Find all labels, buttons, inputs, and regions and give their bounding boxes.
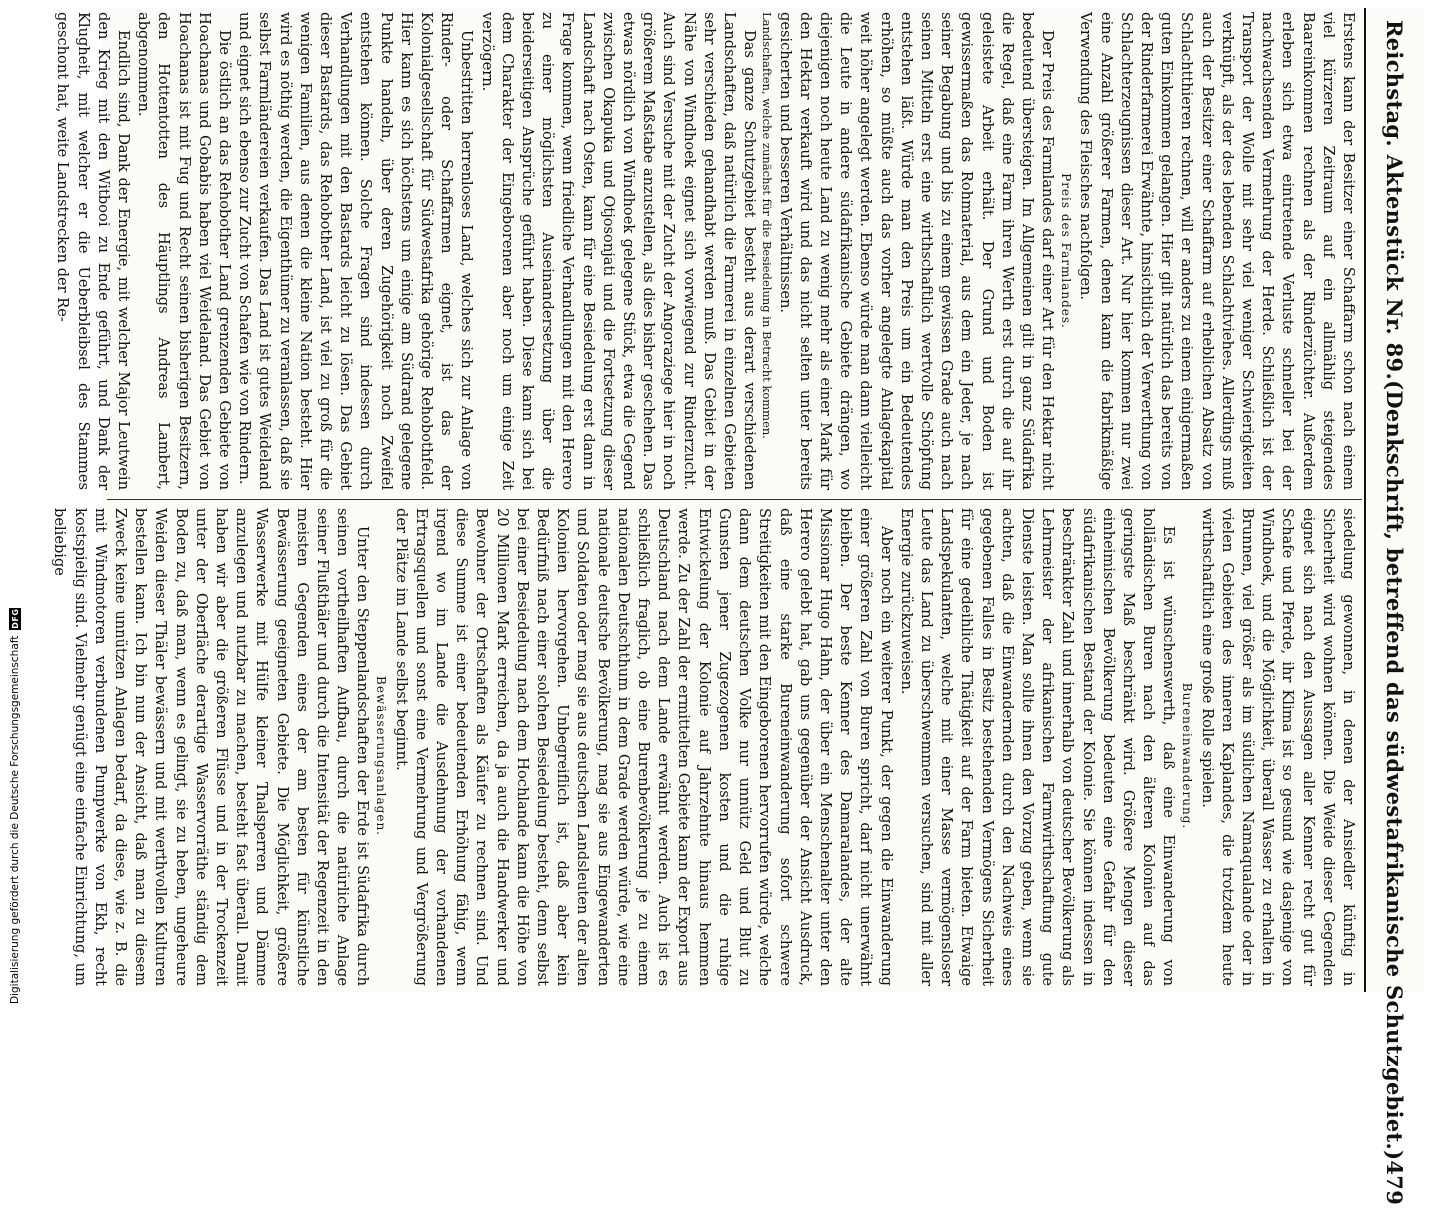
margin-note: Landschaften, welche zunächst für die Besiedelung in Betracht kommen. bbox=[760, 12, 775, 439]
credit-text: Digitalisierung gefördert durch die Deutsche Forschungsgemeinschaft bbox=[9, 635, 21, 1004]
running-head-right: (Denkschrift, betreffend das südwestafrikanische Schutzgebiet.) bbox=[1382, 380, 1408, 1161]
paragraph: Aber noch ein weiterer Punkt, der gegen die Einwanderung einer größeren Zahl von Buren spricht, darf nicht unerwähnt bleiben. Der beste Kenner des Damaralandes, der alte Missionar Hugo Hahn, der über ein Menschenalter unter den Herero gelebt hat, gab uns gegenüber der Ansicht Ausdruck, daß eine starke Bureneinwanderung sofort schwere Streitigkeiten mit den Eingeborenen hervorrufen würde, welche dann dem deutschen Volke nur unnütz Geld und Blut zu Gunsten jener Zugezogenen kosten und die ruhige Entwickelung der Kolonie auf Jahrzehnte hinaus hemmen werde. Zu der Zahl der ermittelten Gebiete kann der Export aus Deutschland nach dem Lande erwähnt werden. Auch ist es schließlich fraglich, ob eine Burenbevölkerung je zu einem nationalen Deutschthum in dem Grade werden würde, wie eine nationale deutsche Bevölkerung, mag sie aus Eingewanderten und Soldaten oder mag sie aus deutschen Landsleuten der alten Kolonien hervorgehen. Unbegreiflich ist, daß aber kein Bedürfniß nach einer solchen Besiedelung besteht, denn selbst bei einer Besiedelung nach dem Hochlande kann die Höhe von 20 Millionen Mark erreichen, da ja auch die Handwerker und Bewohner der Ortschaften als Käufer zu rechnen sind. Und diese Summe ist einer bedeutenden Erhöhung fähig, wenn irgend wo im Lande die Ausdehnung der vorhandenen Ertragsquellen und sonst eine Vermehrung und Vergrößerung der Plätze im Lande selbst beginnt. bbox=[392, 508, 895, 986]
paragraph: Die östlich an das Rehobother Land grenzenden Gebiete von Hoachanas und Gobabis haben viel Weideland. Das Gebiet von Hoachanas ist mit Fug und Recht seinen bisherigen Besitzern, den Hottentotten des Häuptlings Andreas Lambert, abgenommen. bbox=[135, 12, 234, 490]
paragraph: siedelung gewonnen, in denen der Ansiedler künftig in Sicherheit wird wohnen können. Die Weide dieser Gegenden eignet sich nach den Aussagen aller Kenner recht gut für Schafe und Pferde, ihr Klima ist so gesund wie dasjenige von Windhoek, und die Möglichkeit, überall Wasser zu erhalten in Brunnen, viel größer als im südlichen Namaqualande oder in vielen Gebieten des inneren Kaplandes, die trotzdem heute wirthschaftlich eine große Rolle spielen. bbox=[1198, 508, 1357, 986]
page-number: 479 bbox=[1382, 1160, 1408, 1206]
paragraph: Es ist wünschenswerth, daß eine Einwanderung von holländischen Buren nach den älteren Kolonien auf das geringste Maß beschränkt wird. Größere Mengen dieser einheimischen Bevölkerung bedeuten eine Gefahr für den südafrikanischen Bestand der Kolonie. Sie können indessen in beschränkter Zahl und innerhalb von deutscher Bevölkerung als Lehrmeister der afrikanischen Farmwirthschaftung gute Dienste leisten. Man sollte ihnen den Vorzug geben, wenn sie achten, daß die Einwandernden durch den Nachweis eines gegebenen Falles in Besitz bestehenden Vermögens Sicherheit für eine gedeihliche Thätigkeit auf der Farm bieten. Etwaige Landspekulanten, welche mit einer Masse vermögensloser Leute das Land zu überschwemmen versuchen, sind mit aller Energie zurückzuweisen. bbox=[897, 508, 1178, 987]
section-heading: Bureneinwanderung. bbox=[1180, 682, 1195, 830]
running-head-left: Reichstag. Aktenstück Nr. 89. bbox=[1382, 20, 1408, 381]
paragraph: Unter den Steppenlandschaften der Erde ist Südafrika durch seinen vortheilhaften Aufbau, durch die natürliche Anlage seiner Flußthäler und durch die Intensität der Regenzeit in den meisten Gegenden eines der am besten für künstliche Bewässerung geeigneten Gebiete. Die Möglichkeit, größere Wasserwerke mit Hülfe kleiner Thalsperren und Dämme anzulegen und nutzbar zu machen, besteht fast überall. Damit haben wir aber die größeren Flüsse und in der Trockenzeit unter der Oberfläche derartige Wasservorräthe ständig dem Boden zu, daß man, wenn es gelingt, sie zu heben, ungeheure Weiden dieser Thäler bewässern und mit werthvollen Kulturen bestellen kann. Ich bin nun der Ansicht, daß man zu diesem Zweck keine unnützen Anlagen bedarf, da diese, wie z. B. die mit Windmotoren verbundenen Pumpwerke von Ekh, recht kostspielig sind. Vielmehr genügt eine einfache Einrichtung, um beliebige bbox=[51, 508, 372, 986]
text-column-right bbox=[51, 508, 1358, 987]
paragraph: Der Preis des Farmlandes darf einer Art für den Hektar nicht bedeutend übersteigen. Im Allgemeinen gilt in ganz Südafrika die Regel, daß eine Farm ihren Werth erst durch die auf ihr geleistete Arbeit erhält. Der Grund und Boden ist gewissermaßen das Rohmaterial, aus dem ein Jeder, je nach seiner Begabung und bis zu einem gewissen Grade auch nach seinen Mitteln erst eine wirthschaftlich wertvolle Schöpfung entstehen läßt. Würde man den Preis um ein Bedeutendes erhöhen, so müßte auch das vorher angelegte Anlagekapital weit höher angelegt werden. Ebenso würde man dann vielleicht die Leute in andere südafrikanische Gebiete drängen, wo diejenigen noch heute Land zu wenig mehr als einer Mark für den Hektar verkauft wird und das nicht selten unter bereits gesicherten und besseren Verhältnissen. bbox=[776, 12, 1057, 490]
margin-note: Preis des Farmlandes. bbox=[1059, 173, 1074, 329]
dfg-logo: DFG bbox=[10, 608, 20, 629]
column-divider bbox=[107, 499, 1362, 500]
section-heading: Bewässerungsanlagen. bbox=[374, 676, 389, 836]
paragraph: Endlich sind, Dank der Energie, mit welcher Major Leutwein den Krieg mit den Witbooi zu Ende geführt, und Dank der Klugheit, mit welcher er die Ueberbleibsel des Stammes geschont hat, weite Landstrecken der Re- bbox=[54, 12, 133, 490]
paragraph: Erstens kann der Besitzer einer Schaffarm schon nach einem viel kürzeren Zeitraum auf ein allmählig steigendes Baareinkommen rechnen als der Rinderzüchter. Außerdem erleben sich etwa eintretende Verluste schneller bei der nachwachsenden Vermehrung der Herde. Schließlich ist der Transport der Wolle mit sehr viel weniger Schwierigkeiten verknüpft, als der des lebenden Schlachtviehes. Allerdings muß auch der Besitzer einer Schaffarm auf erheblichen Absatz von Schlachtthieren rechnen, will er anders zu einem einigermaßen guten Einkommen gelangen. Hier gilt natürlich das bereits von der Rinderfarmerei Erwähnte, hinsichtlich der Verwerthung von Schlachterzeugnissen dieser Art. Nur hier kommen nur zwei eine Anzahl größerer Farmen, denen kann die fabrikmäßige Verwendung des Fleisches nachfolgen. bbox=[1077, 12, 1357, 490]
paragraph: Unbestritten herrenloses Land, welches sich zur Anlage von Rinder- oder Schaffarmen eignet, ist das der Kolonialgesellschaft für Südwestafrika gehörige Rehobothfeld. Hier kann es sich höchstens um einige am Südrand gelegene Punkte handeln, über deren Zugehörigkeit noch Zweifel entstehen können. Solche Fragen sind indessen durch Verhandlungen mit den Bastards leicht zu lösen. Das Gebiet dieser Bastards, das Rehobother Land, ist viel zu groß für die wenigen Familien, aus denen die kleine Nation besteht. Hier wird es nöthig werden, die Eigenthümer zu veranlassen, daß sie selbst Farmländereien verkaufen. Das Land ist gutes Weideland und eignet sich ebenso zur Zucht von Schafen wie von Rindern. bbox=[236, 12, 476, 490]
paragraph: Das ganze Schutzgebiet besteht aus derart verschiedenen Landschaften, daß natürlich die Farmerei in einzelnen Gebieten sehr verschieden gehandhabt werden muß. Das Gebiet in der Nähe von Windhoek eignet sich vorwiegend zur Rinderzucht. Auch sind Versuche mit der Zucht der Angoraziege hier in noch größerem Maßstabe anzustellen, als dies bisher geschehen. Das etwas nördlich von Windhoek gelegene Stück, etwa die Gegend zwischen Okapuka und Otjosonjati und die Fortsetzung dieser Landschaft nach Osten, kann für eine Besiedelung erst dann in Frage kommen, wenn friedliche Verhandlungen mit den Herero zu einer möglichsten Auseinandersetzung über die beiderseitigen Ansprüche geführt haben. Diese kann sich bei dem Charakter der Eingeborenen aber noch um einige Zeit verzögern. bbox=[478, 12, 759, 490]
text-column-left bbox=[54, 12, 1358, 490]
digitization-credit bbox=[0, 4, 30, 1004]
scanned-page bbox=[51, 8, 1424, 1206]
page-header bbox=[1364, 8, 1424, 1206]
